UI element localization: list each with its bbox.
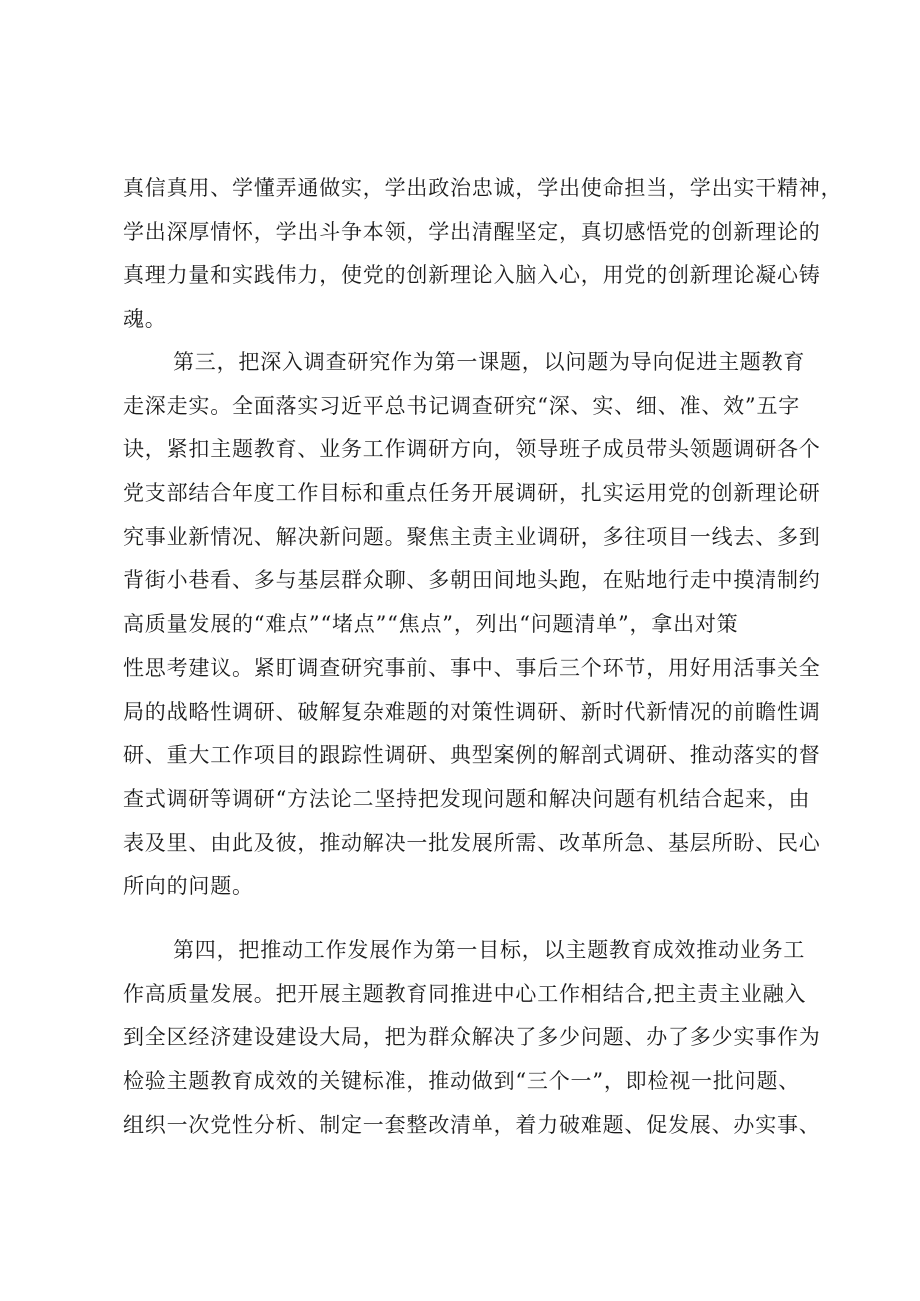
- paragraph-line: 表及里、由此及彼，推动解决一批发展所需、改革所急、基层所盼、民心: [123, 830, 821, 855]
- paragraph-line: 背街小巷看、多与基层群众聊、多朝田间地头跑，在贴地行走中摸清制约: [123, 568, 821, 593]
- paragraph-line: 第四，把推动工作发展作为第一目标，以主题教育成效推动业务工: [173, 938, 806, 962]
- paragraph-line: 真信真用、学懂弄通做实，学出政治忠诚，学出使命担当，学出实干精神，: [123, 176, 843, 200]
- paragraph-line: 研、重大工作项目的跟踪性调研、典型案例的解剖式调研、推动落实的督: [123, 743, 821, 768]
- paragraph-line: 走深走实。全面落实习近平总书记调查研究“深、实、细、准、效”五字: [123, 393, 801, 418]
- paragraph-line: 局的战略性调研、破解复杂难题的对策性调研、新时代新情况的前瞻性调: [123, 699, 821, 724]
- paragraph-line: 学出深厚情怀，学出斗争本领，学出清醒坚定，真切感悟党的创新理论的: [123, 219, 821, 244]
- paragraph-line: 组织一次党性分析、制定一套整改清单，着力破难题、促发展、办实事、: [123, 1112, 821, 1137]
- paragraph-line: 究事业新情况、解决新问题。聚焦主责主业调研，多往项目一线去、多到: [123, 524, 821, 549]
- paragraph-fourth-point: [123, 929, 843, 1147]
- paragraph-line: 魂。: [123, 307, 167, 332]
- paragraph-line: 真理力量和实践伟力，使党的创新理论入脑入心，用党的创新理论凝心铸: [123, 263, 821, 288]
- paragraph-line: 诀，紧扣主题教育、业务工作调研方向，领导班子成员带头领题调研各个: [123, 437, 821, 462]
- paragraph-line: 党支部结合年度工作目标和重点任务开展调研，扎实运用党的创新理论研: [123, 481, 821, 506]
- paragraph-line: 高质量发展的“难点”“堵点”“焦点”，列出“问题清单”，拿出对策: [123, 612, 739, 637]
- paragraph-third-point: [123, 341, 843, 909]
- paragraph-continuation: [123, 167, 843, 342]
- paragraph-line: 到全区经济建设建设大局，把为群众解决了多少问题、办了多少实事作为: [123, 1025, 821, 1050]
- paragraph-line: 查式调研等调研“方法论二坚持把发现问题和解决问题有机结合起来，由: [123, 786, 811, 811]
- paragraph-line: 作高质量发展。把开展主题教育同推进中心工作相结合,把主责主业融入: [123, 981, 807, 1006]
- paragraph-line: 检验主题教育成效的关键标准，推动做到“三个一”，即检视一批问题、: [123, 1069, 801, 1094]
- paragraph-line: 性思考建议。紧盯调查研究事前、事中、事后三个环节，用好用活事关全: [123, 655, 821, 680]
- paragraph-line: 所向的问题。: [123, 874, 254, 899]
- paragraph-line: 第三，把深入调查研究作为第一课题，以问题为导向促进主题教育: [173, 350, 806, 374]
